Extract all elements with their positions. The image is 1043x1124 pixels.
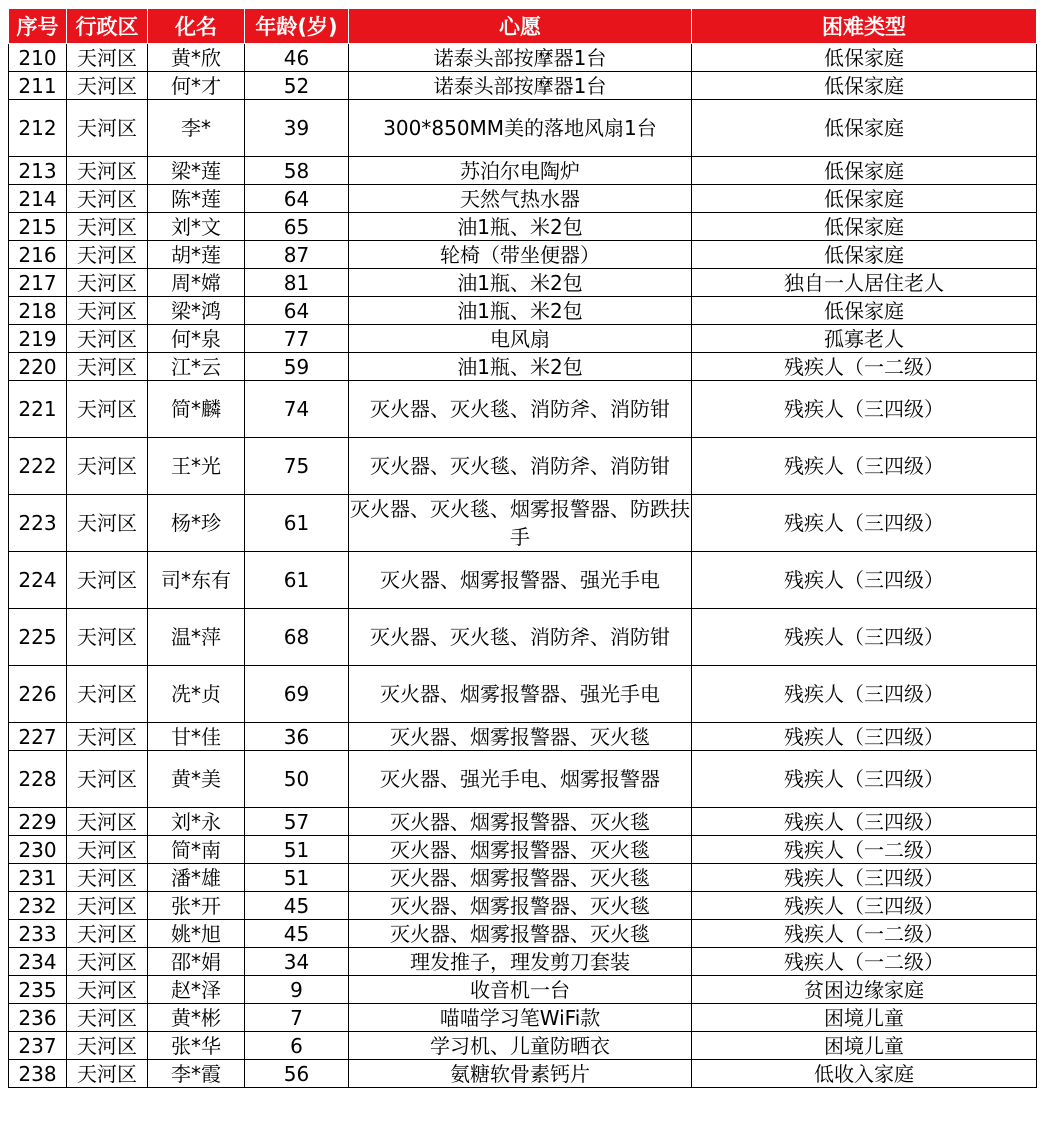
cell-district: 天河区 (67, 836, 148, 864)
cell-index: 224 (9, 552, 67, 609)
cell-alias: 胡*莲 (148, 241, 245, 269)
cell-age: 77 (245, 325, 349, 353)
cell-wish: 灭火器、灭火毯、消防斧、消防钳 (349, 609, 692, 666)
cell-district: 天河区 (67, 751, 148, 808)
cell-age: 59 (245, 353, 349, 381)
cell-wish: 天然气热水器 (349, 185, 692, 213)
cell-index: 215 (9, 213, 67, 241)
cell-wish: 油1瓶、米2包 (349, 353, 692, 381)
cell-difficulty: 低保家庭 (692, 44, 1037, 72)
cell-alias: 邵*娟 (148, 948, 245, 976)
cell-age: 7 (245, 1004, 349, 1032)
cell-alias: 何*泉 (148, 325, 245, 353)
cell-index: 227 (9, 723, 67, 751)
cell-alias: 冼*贞 (148, 666, 245, 723)
cell-difficulty: 残疾人（三四级） (692, 666, 1037, 723)
cell-age: 36 (245, 723, 349, 751)
cell-wish: 灭火器、烟雾报警器、强光手电 (349, 666, 692, 723)
cell-alias: 张*开 (148, 892, 245, 920)
cell-wish: 灭火器、烟雾报警器、强光手电 (349, 552, 692, 609)
cell-district: 天河区 (67, 157, 148, 185)
table-row (9, 438, 1037, 495)
cell-district: 天河区 (67, 495, 148, 552)
cell-wish: 灭火器、烟雾报警器、灭火毯 (349, 836, 692, 864)
cell-age: 87 (245, 241, 349, 269)
cell-index: 228 (9, 751, 67, 808)
cell-index: 229 (9, 808, 67, 836)
cell-difficulty: 残疾人（三四级） (692, 609, 1037, 666)
cell-district: 天河区 (67, 325, 148, 353)
cell-district: 天河区 (67, 808, 148, 836)
cell-wish: 灭火器、灭火毯、消防斧、消防钳 (349, 381, 692, 438)
cell-difficulty: 残疾人（三四级） (692, 723, 1037, 751)
table-row (9, 864, 1037, 892)
table-row (9, 948, 1037, 976)
cell-wish: 电风扇 (349, 325, 692, 353)
cell-age: 51 (245, 864, 349, 892)
cell-age: 64 (245, 185, 349, 213)
table-row (9, 1004, 1037, 1032)
table-row (9, 213, 1037, 241)
cell-difficulty: 低收入家庭 (692, 1060, 1037, 1088)
cell-district: 天河区 (67, 381, 148, 438)
cell-wish: 灭火器、烟雾报警器、灭火毯 (349, 723, 692, 751)
cell-alias: 何*才 (148, 72, 245, 100)
cell-alias: 李*霞 (148, 1060, 245, 1088)
cell-alias: 王*光 (148, 438, 245, 495)
cell-index: 212 (9, 100, 67, 157)
cell-district: 天河区 (67, 609, 148, 666)
cell-index: 234 (9, 948, 67, 976)
cell-age: 56 (245, 1060, 349, 1088)
cell-wish: 学习机、儿童防晒衣 (349, 1032, 692, 1060)
table-row (9, 72, 1037, 100)
cell-difficulty: 残疾人（一二级） (692, 353, 1037, 381)
cell-alias: 张*华 (148, 1032, 245, 1060)
cell-difficulty: 残疾人（一二级） (692, 920, 1037, 948)
cell-wish: 油1瓶、米2包 (349, 297, 692, 325)
cell-alias: 司*东有 (148, 552, 245, 609)
cell-alias: 黄*欣 (148, 44, 245, 72)
cell-difficulty: 残疾人（三四级） (692, 495, 1037, 552)
cell-index: 223 (9, 495, 67, 552)
cell-index: 218 (9, 297, 67, 325)
cell-district: 天河区 (67, 353, 148, 381)
cell-alias: 姚*旭 (148, 920, 245, 948)
cell-age: 81 (245, 269, 349, 297)
cell-district: 天河区 (67, 1032, 148, 1060)
cell-difficulty: 残疾人（一二级） (692, 836, 1037, 864)
cell-difficulty: 孤寡老人 (692, 325, 1037, 353)
header-district: 行政区 (67, 9, 148, 44)
cell-alias: 刘*永 (148, 808, 245, 836)
cell-district: 天河区 (67, 438, 148, 495)
cell-age: 52 (245, 72, 349, 100)
cell-district: 天河区 (67, 44, 148, 72)
cell-alias: 黄*美 (148, 751, 245, 808)
cell-index: 211 (9, 72, 67, 100)
cell-wish: 灭火器、灭火毯、消防斧、消防钳 (349, 438, 692, 495)
cell-age: 6 (245, 1032, 349, 1060)
cell-difficulty: 残疾人（一二级） (692, 948, 1037, 976)
cell-district: 天河区 (67, 269, 148, 297)
table-row (9, 241, 1037, 269)
table-row (9, 1032, 1037, 1060)
cell-alias: 黄*彬 (148, 1004, 245, 1032)
cell-age: 39 (245, 100, 349, 157)
cell-difficulty: 残疾人（三四级） (692, 552, 1037, 609)
cell-index: 237 (9, 1032, 67, 1060)
table-row (9, 808, 1037, 836)
cell-index: 213 (9, 157, 67, 185)
cell-district: 天河区 (67, 920, 148, 948)
cell-district: 天河区 (67, 100, 148, 157)
cell-difficulty: 低保家庭 (692, 100, 1037, 157)
cell-district: 天河区 (67, 1060, 148, 1088)
table-row (9, 100, 1037, 157)
table-header-row (9, 9, 1037, 44)
cell-age: 9 (245, 976, 349, 1004)
table-row (9, 751, 1037, 808)
cell-difficulty: 困境儿童 (692, 1032, 1037, 1060)
cell-district: 天河区 (67, 864, 148, 892)
cell-age: 45 (245, 892, 349, 920)
cell-index: 219 (9, 325, 67, 353)
table-row (9, 920, 1037, 948)
table-row (9, 976, 1037, 1004)
cell-difficulty: 低保家庭 (692, 72, 1037, 100)
cell-alias: 江*云 (148, 353, 245, 381)
cell-difficulty: 残疾人（三四级） (692, 808, 1037, 836)
cell-index: 210 (9, 44, 67, 72)
cell-wish: 灭火器、强光手电、烟雾报警器 (349, 751, 692, 808)
cell-wish: 灭火器、灭火毯、烟雾报警器、防跌扶手 (349, 495, 692, 552)
table-row (9, 157, 1037, 185)
cell-index: 235 (9, 976, 67, 1004)
cell-district: 天河区 (67, 552, 148, 609)
cell-district: 天河区 (67, 1004, 148, 1032)
cell-difficulty: 残疾人（三四级） (692, 864, 1037, 892)
cell-age: 34 (245, 948, 349, 976)
cell-index: 226 (9, 666, 67, 723)
cell-district: 天河区 (67, 241, 148, 269)
cell-wish: 灭火器、烟雾报警器、灭火毯 (349, 920, 692, 948)
cell-wish: 300*850MM美的落地风扇1台 (349, 100, 692, 157)
cell-district: 天河区 (67, 72, 148, 100)
cell-district: 天河区 (67, 185, 148, 213)
cell-alias: 李* (148, 100, 245, 157)
cell-difficulty: 困境儿童 (692, 1004, 1037, 1032)
cell-wish: 油1瓶、米2包 (349, 213, 692, 241)
cell-age: 45 (245, 920, 349, 948)
cell-age: 69 (245, 666, 349, 723)
cell-wish: 油1瓶、米2包 (349, 269, 692, 297)
cell-difficulty: 残疾人（三四级） (692, 751, 1037, 808)
cell-wish: 氨糖软骨素钙片 (349, 1060, 692, 1088)
cell-age: 75 (245, 438, 349, 495)
cell-index: 233 (9, 920, 67, 948)
cell-wish: 灭火器、烟雾报警器、灭火毯 (349, 864, 692, 892)
table-row (9, 1060, 1037, 1088)
cell-wish: 诺泰头部按摩器1台 (349, 72, 692, 100)
cell-wish: 苏泊尔电陶炉 (349, 157, 692, 185)
cell-district: 天河区 (67, 976, 148, 1004)
table-row (9, 185, 1037, 213)
cell-district: 天河区 (67, 666, 148, 723)
cell-difficulty: 低保家庭 (692, 185, 1037, 213)
cell-wish: 灭火器、烟雾报警器、灭火毯 (349, 892, 692, 920)
cell-age: 58 (245, 157, 349, 185)
cell-wish: 轮椅（带坐便器） (349, 241, 692, 269)
cell-age: 65 (245, 213, 349, 241)
cell-alias: 刘*文 (148, 213, 245, 241)
table-row (9, 723, 1037, 751)
table-row (9, 325, 1037, 353)
cell-index: 225 (9, 609, 67, 666)
cell-alias: 杨*珍 (148, 495, 245, 552)
cell-wish: 诺泰头部按摩器1台 (349, 44, 692, 72)
cell-index: 221 (9, 381, 67, 438)
cell-alias: 陈*莲 (148, 185, 245, 213)
table-row (9, 552, 1037, 609)
header-age: 年龄(岁) (245, 9, 349, 44)
cell-alias: 简*麟 (148, 381, 245, 438)
cell-difficulty: 低保家庭 (692, 213, 1037, 241)
cell-index: 217 (9, 269, 67, 297)
table-row (9, 381, 1037, 438)
cell-index: 231 (9, 864, 67, 892)
cell-wish: 喵喵学习笔WiFi款 (349, 1004, 692, 1032)
cell-alias: 梁*鸿 (148, 297, 245, 325)
table-row (9, 666, 1037, 723)
cell-age: 74 (245, 381, 349, 438)
table-row (9, 269, 1037, 297)
cell-difficulty: 残疾人（三四级） (692, 438, 1037, 495)
header-alias: 化名 (148, 9, 245, 44)
cell-difficulty: 独自一人居住老人 (692, 269, 1037, 297)
cell-alias: 温*萍 (148, 609, 245, 666)
cell-alias: 简*南 (148, 836, 245, 864)
cell-alias: 赵*泽 (148, 976, 245, 1004)
cell-alias: 周*嫦 (148, 269, 245, 297)
cell-wish: 理发推子，理发剪刀套装 (349, 948, 692, 976)
cell-district: 天河区 (67, 213, 148, 241)
cell-alias: 梁*莲 (148, 157, 245, 185)
cell-difficulty: 低保家庭 (692, 241, 1037, 269)
header-index: 序号 (9, 9, 67, 44)
cell-age: 50 (245, 751, 349, 808)
cell-difficulty: 残疾人（三四级） (692, 892, 1037, 920)
cell-index: 230 (9, 836, 67, 864)
cell-district: 天河区 (67, 723, 148, 751)
cell-index: 216 (9, 241, 67, 269)
cell-age: 46 (245, 44, 349, 72)
table-row (9, 609, 1037, 666)
cell-district: 天河区 (67, 297, 148, 325)
table-row (9, 892, 1037, 920)
cell-alias: 甘*佳 (148, 723, 245, 751)
cell-index: 232 (9, 892, 67, 920)
cell-index: 220 (9, 353, 67, 381)
table-row (9, 353, 1037, 381)
cell-index: 222 (9, 438, 67, 495)
cell-index: 236 (9, 1004, 67, 1032)
cell-age: 64 (245, 297, 349, 325)
cell-age: 68 (245, 609, 349, 666)
cell-age: 61 (245, 552, 349, 609)
cell-wish: 收音机一台 (349, 976, 692, 1004)
header-difficulty-type: 困难类型 (692, 9, 1037, 44)
table-row (9, 297, 1037, 325)
table-row (9, 495, 1037, 552)
cell-alias: 潘*雄 (148, 864, 245, 892)
cell-age: 51 (245, 836, 349, 864)
cell-difficulty: 低保家庭 (692, 297, 1037, 325)
wish-table (8, 8, 1037, 1088)
cell-district: 天河区 (67, 892, 148, 920)
cell-difficulty: 贫困边缘家庭 (692, 976, 1037, 1004)
table-row (9, 836, 1037, 864)
cell-difficulty: 低保家庭 (692, 157, 1037, 185)
cell-index: 214 (9, 185, 67, 213)
cell-district: 天河区 (67, 948, 148, 976)
cell-age: 61 (245, 495, 349, 552)
cell-index: 238 (9, 1060, 67, 1088)
table-row (9, 44, 1037, 72)
cell-difficulty: 残疾人（三四级） (692, 381, 1037, 438)
cell-age: 57 (245, 808, 349, 836)
cell-wish: 灭火器、烟雾报警器、灭火毯 (349, 808, 692, 836)
header-wish: 心愿 (349, 9, 692, 44)
